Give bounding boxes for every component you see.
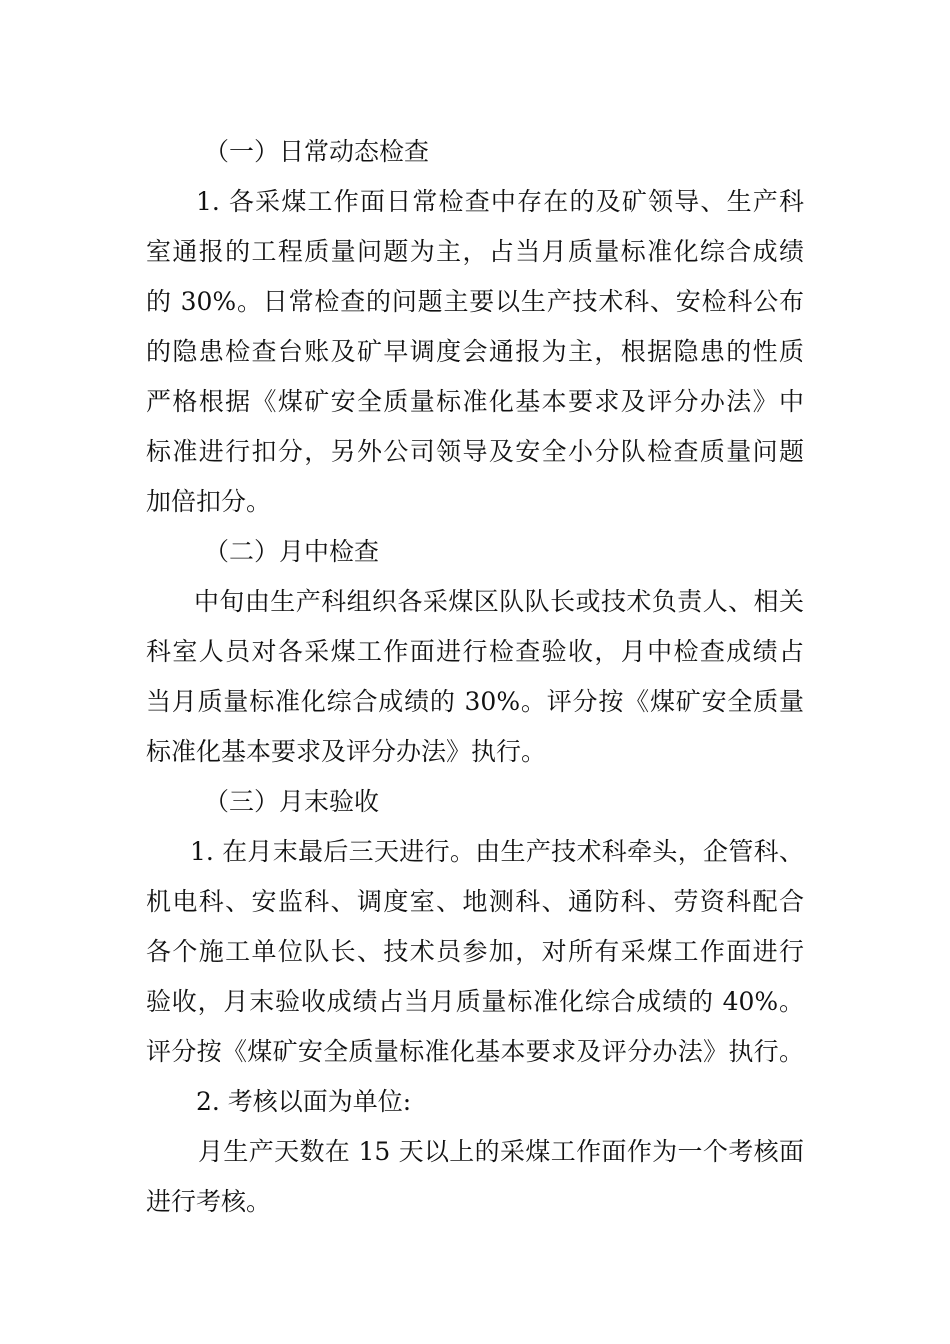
paragraph-line: 的 30%。日常检查的问题主要以生产技术科、安检科公布 xyxy=(146,287,804,316)
paragraph-line: 室通报的工程质量问题为主，占当月质量标准化综合成绩 xyxy=(146,237,804,266)
paragraph-line: 的隐患检查台账及矿早调度会通报为主，根据隐患的性质 xyxy=(146,337,804,366)
paragraph-line: 严格根据《煤矿安全质量标准化基本要求及评分办法》中 xyxy=(146,387,804,416)
paragraph-line: 标准进行扣分，另外公司领导及安全小分队检查质量问题 xyxy=(146,437,804,466)
section-heading-3: （三）月末验收 xyxy=(204,787,380,816)
paragraph-line: 验收，月末验收成绩占当月质量标准化综合成绩的 40%。 xyxy=(146,987,804,1016)
paragraph-line: 机电科、安监科、调度室、地测科、通防科、劳资科配合 xyxy=(146,887,804,916)
numbered-item: 2. 考核以面为单位: xyxy=(196,1087,412,1116)
paragraph-line: 中旬由生产科组织各采煤区队队长或技术负责人、相关 xyxy=(194,587,804,616)
paragraph-line: 加倍扣分。 xyxy=(146,487,272,516)
paragraph-line: 进行考核。 xyxy=(146,1187,272,1216)
paragraph-line: 标准化基本要求及评分办法》执行。 xyxy=(146,737,547,766)
section-heading-2: （二）月中检查 xyxy=(204,537,380,566)
paragraph-line: 月生产天数在 15 天以上的采煤工作面作为一个考核面 xyxy=(198,1137,804,1166)
paragraph-line: 1. 在月末最后三天进行。由生产技术科牵头，企管科、 xyxy=(190,837,804,866)
paragraph-line: 评分按《煤矿安全质量标准化基本要求及评分办法》执行。 xyxy=(146,1037,804,1066)
paragraph-line: 各个施工单位队长、技术员参加，对所有采煤工作面进行 xyxy=(146,937,804,966)
paragraph-line: 科室人员对各采煤工作面进行检查验收，月中检查成绩占 xyxy=(146,637,804,666)
section-heading-1: （一）日常动态检查 xyxy=(204,137,430,166)
paragraph-line: 1. 各采煤工作面日常检查中存在的及矿领导、生产科 xyxy=(196,187,804,216)
paragraph-line: 当月质量标准化综合成绩的 30%。评分按《煤矿安全质量 xyxy=(146,687,804,716)
